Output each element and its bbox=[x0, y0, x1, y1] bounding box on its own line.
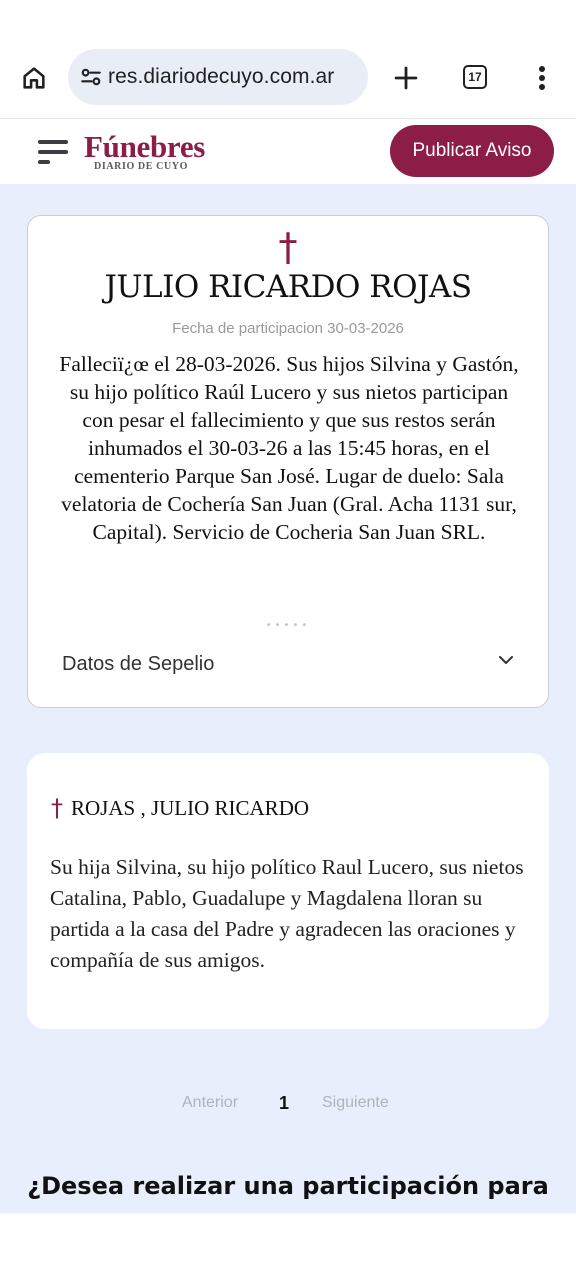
site-logo-subtitle: DIARIO DE CUYO bbox=[94, 161, 188, 172]
new-tab-button[interactable] bbox=[386, 58, 426, 98]
tab-count: 17 bbox=[468, 70, 482, 84]
divider-dots: ••••• bbox=[265, 620, 311, 631]
more-options-button[interactable] bbox=[526, 58, 558, 98]
pagination bbox=[0, 1094, 576, 1118]
publish-notice-button[interactable]: Publicar Aviso bbox=[390, 125, 554, 177]
site-header bbox=[0, 118, 576, 184]
home-button[interactable] bbox=[14, 58, 54, 98]
participation-cta-heading: ¿Desea realizar una participación para bbox=[27, 1172, 549, 1200]
chevron-down-icon[interactable] bbox=[494, 648, 518, 672]
pagination-previous[interactable]: Anterior bbox=[182, 1094, 239, 1111]
participation-text: Su hija Silvina, su hijo político Raul Lucero, sus nietos Catalina, Pablo, Guadalupe y Magdalena lloran su partida a la casa del Padre y agradecen las oraciones y compañía de sus amigos. bbox=[50, 855, 524, 972]
cross-icon: † bbox=[278, 225, 298, 269]
participation-title: ROJAS , JULIO RICARDO bbox=[71, 795, 310, 820]
tab-switcher-button[interactable] bbox=[458, 60, 492, 94]
notice-text: Falleciï¿œ el 28-03-2026. Sus hijos Silvina y Gastón, su hijo político Raúl Lucero y sus nietos participan con pesar el fallecimiento y que sus restos serán inhumados el 30-03-26 a las 15:45 horas, en el cementerio Parque San José. Lugar de duelo: Sala velatoria de Cochería San Juan (Gral. Acha 1131 sur, Capital). Servicio de Cocheria San Juan SRL. bbox=[59, 352, 519, 544]
participation-header bbox=[51, 793, 309, 823]
cross-icon: † bbox=[51, 794, 63, 822]
site-settings-icon[interactable] bbox=[78, 64, 104, 90]
pagination-next[interactable]: Siguiente bbox=[322, 1094, 389, 1111]
site-logo-title[interactable]: Fúnebres bbox=[84, 129, 206, 164]
obituary-card bbox=[27, 215, 549, 708]
notice-date: Fecha de participacion 30-03-2026 bbox=[172, 320, 404, 337]
home-icon bbox=[20, 64, 48, 92]
deceased-name: JULIO RICARDO ROJAS bbox=[104, 269, 472, 305]
tab-switcher-icon bbox=[463, 65, 487, 89]
browser-toolbar bbox=[0, 0, 576, 118]
pagination-current-page[interactable]: 1 bbox=[279, 1093, 290, 1113]
burial-details-toggle[interactable]: Datos de Sepelio bbox=[62, 653, 215, 675]
main-content bbox=[0, 184, 576, 1213]
hamburger-menu-icon[interactable] bbox=[38, 139, 70, 167]
more-options-icon bbox=[537, 64, 547, 92]
new-tab-icon bbox=[392, 64, 420, 92]
url-text: res.diariodecuyo.com.ar bbox=[108, 65, 335, 88]
participation-card bbox=[27, 753, 549, 1029]
address-bar[interactable] bbox=[68, 49, 368, 105]
